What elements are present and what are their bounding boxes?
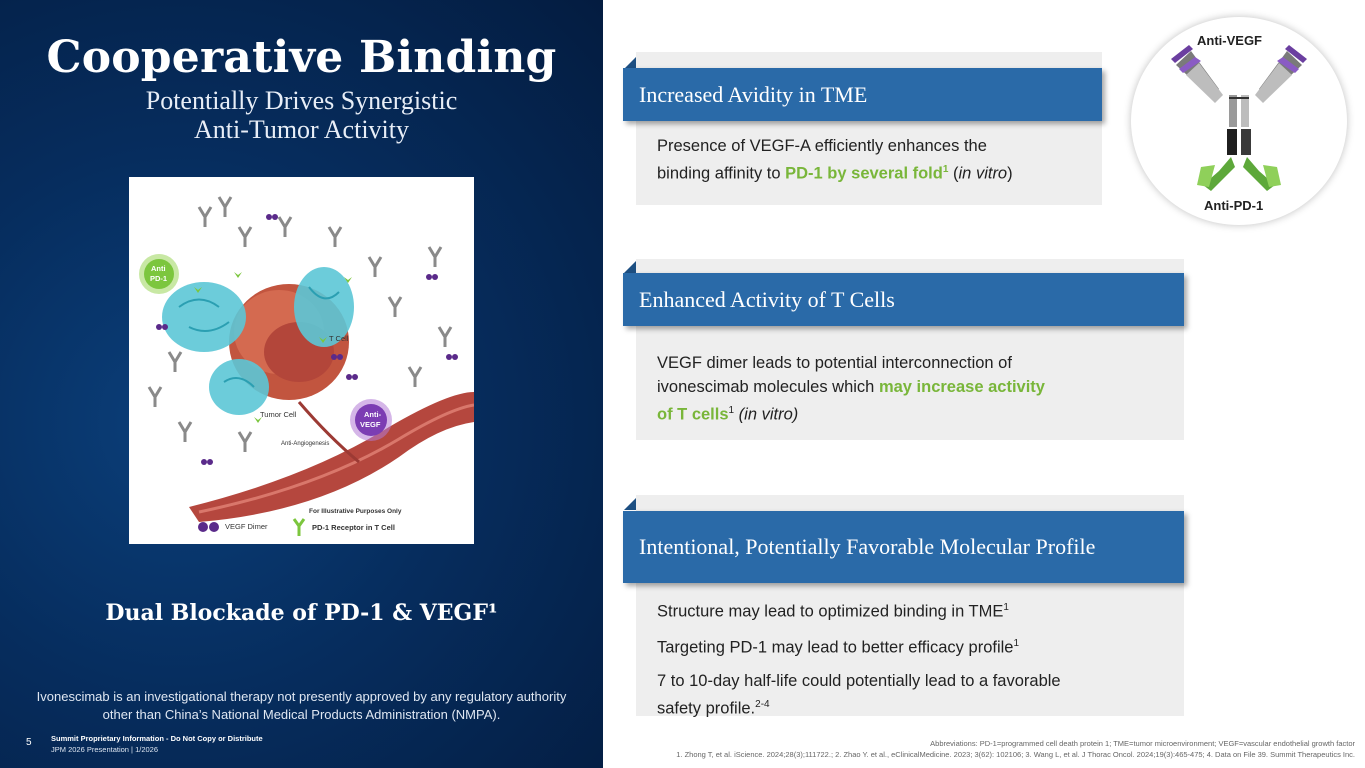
card-2-line-2-text: ivonescimab molecules which bbox=[657, 378, 879, 396]
card-2-body bbox=[657, 351, 1177, 427]
card-1-highlight: PD-1 by several fold bbox=[785, 164, 943, 183]
card-1-header: Increased Avidity in TME bbox=[623, 68, 1102, 121]
card-1-body bbox=[657, 134, 1097, 186]
illustration-graphic bbox=[129, 177, 474, 544]
slide-subtitle bbox=[0, 86, 603, 144]
card-1-citation: 1 bbox=[942, 164, 949, 175]
card-2-in-vitro: (in vitro) bbox=[734, 405, 799, 424]
anti-angiogenesis-label: Anti-Angiogenesis bbox=[281, 441, 330, 447]
antibody-diagram bbox=[1131, 17, 1347, 225]
card-3-item-2 bbox=[657, 632, 1177, 660]
presentation-info: JPM 2026 Presentation | 1/2026 bbox=[51, 745, 159, 754]
tumor-cell-label: Tumor Cell bbox=[260, 410, 297, 419]
pd1-receptor-legend: PD-1 Receptor in T Cell bbox=[312, 523, 395, 532]
card-2-citation: 1 bbox=[728, 405, 735, 416]
card-1-line-1: Presence of VEGF-A efficiently enhances the bbox=[657, 137, 987, 155]
card-3-item-1-text: Structure may lead to optimized binding in TME bbox=[657, 602, 1004, 621]
card-3-item-2-text: Targeting PD-1 may lead to better efficacy profile bbox=[657, 638, 1014, 657]
anti-pd1-label-1: Anti bbox=[151, 264, 166, 273]
anti-vegf-label: Anti-VEGF bbox=[1197, 33, 1262, 48]
card-3-item-3-citation: 2-4 bbox=[755, 699, 770, 710]
card-3-item-3-line-2-text: safety profile. bbox=[657, 699, 756, 718]
illustrative-label: For Illustrative Purposes Only bbox=[309, 508, 402, 515]
proprietary-notice: Summit Proprietary Information - Do Not Copy or Distribute bbox=[51, 734, 263, 743]
card-1-in-vitro: in vitro bbox=[958, 164, 1008, 183]
anti-vegf-label-1: Anti- bbox=[364, 410, 382, 419]
regulatory-disclaimer: Ivonescimab is an investigational therapy not presently approved by any regulatory authority other than China’s National Medical Products Administration (NMPA). bbox=[36, 689, 567, 722]
card-3-item-1-citation: 1 bbox=[1003, 602, 1009, 613]
card-3-item-3 bbox=[657, 669, 1177, 721]
card-2-highlight-1: may increase activity bbox=[878, 378, 1045, 396]
abbreviations-footnote: Abbreviations: PD-1=programmed cell death protein 1; TME=tumor microenvironment; VEGF=vascular endothelial growth factor bbox=[930, 739, 1355, 748]
dual-blockade-heading: Dual Blockade of PD-1 & VEGF¹ bbox=[105, 600, 498, 626]
references-footnote: 1. Zhong T, et al. iScience. 2024;28(3);111722.; 2. Zhao Y. et al., eClinicalMedicine. 2023; 3(62): 102106; 3. Wang L, et al. J Thorac Oncol. 2024;19(3):465-475; 4. Data on File 39. Summit Therapeutics Inc. bbox=[676, 750, 1355, 759]
page-number: 5 bbox=[26, 737, 32, 748]
card-1-line-2-text: binding affinity to bbox=[657, 164, 786, 183]
card-2-header: Enhanced Activity of T Cells bbox=[623, 273, 1184, 326]
subtitle-line-1: Potentially Drives Synergistic bbox=[145, 86, 458, 115]
vegf-dimer-legend: VEGF Dimer bbox=[225, 522, 268, 531]
card-2-line-3 bbox=[657, 399, 1177, 427]
card-2-line-1: VEGF dimer leads to potential interconnection of bbox=[657, 354, 1012, 372]
anti-pd1-label: Anti-PD-1 bbox=[1204, 198, 1264, 213]
mechanism-illustration bbox=[129, 177, 474, 544]
card-1-paren-open: ( bbox=[948, 164, 959, 183]
t-cell-label: T Cell bbox=[329, 334, 349, 343]
card-3-item-3-line-2 bbox=[657, 693, 1177, 721]
card-3-header: Intentional, Potentially Favorable Molecular Profile bbox=[623, 511, 1184, 583]
card-3-item-1 bbox=[657, 596, 1177, 624]
card-1-paren-close: ) bbox=[1007, 164, 1013, 183]
card-1-line-2 bbox=[657, 158, 1097, 186]
card-2-line-2 bbox=[657, 375, 1177, 399]
antibody-icon bbox=[1131, 17, 1347, 225]
anti-vegf-label-2: VEGF bbox=[360, 420, 381, 429]
slide-title: Cooperative Binding bbox=[46, 32, 557, 83]
card-3-item-2-citation: 1 bbox=[1013, 638, 1020, 649]
card-3-tab bbox=[624, 498, 636, 510]
anti-pd1-label-2: PD-1 bbox=[150, 274, 168, 283]
subtitle-line-2: Anti-Tumor Activity bbox=[193, 115, 409, 144]
card-3-item-3-line-1: 7 to 10-day half-life could potentially lead to a favorable bbox=[657, 672, 1061, 690]
card-2-tab bbox=[624, 261, 636, 273]
card-2-highlight-2: of T cells bbox=[657, 405, 729, 424]
